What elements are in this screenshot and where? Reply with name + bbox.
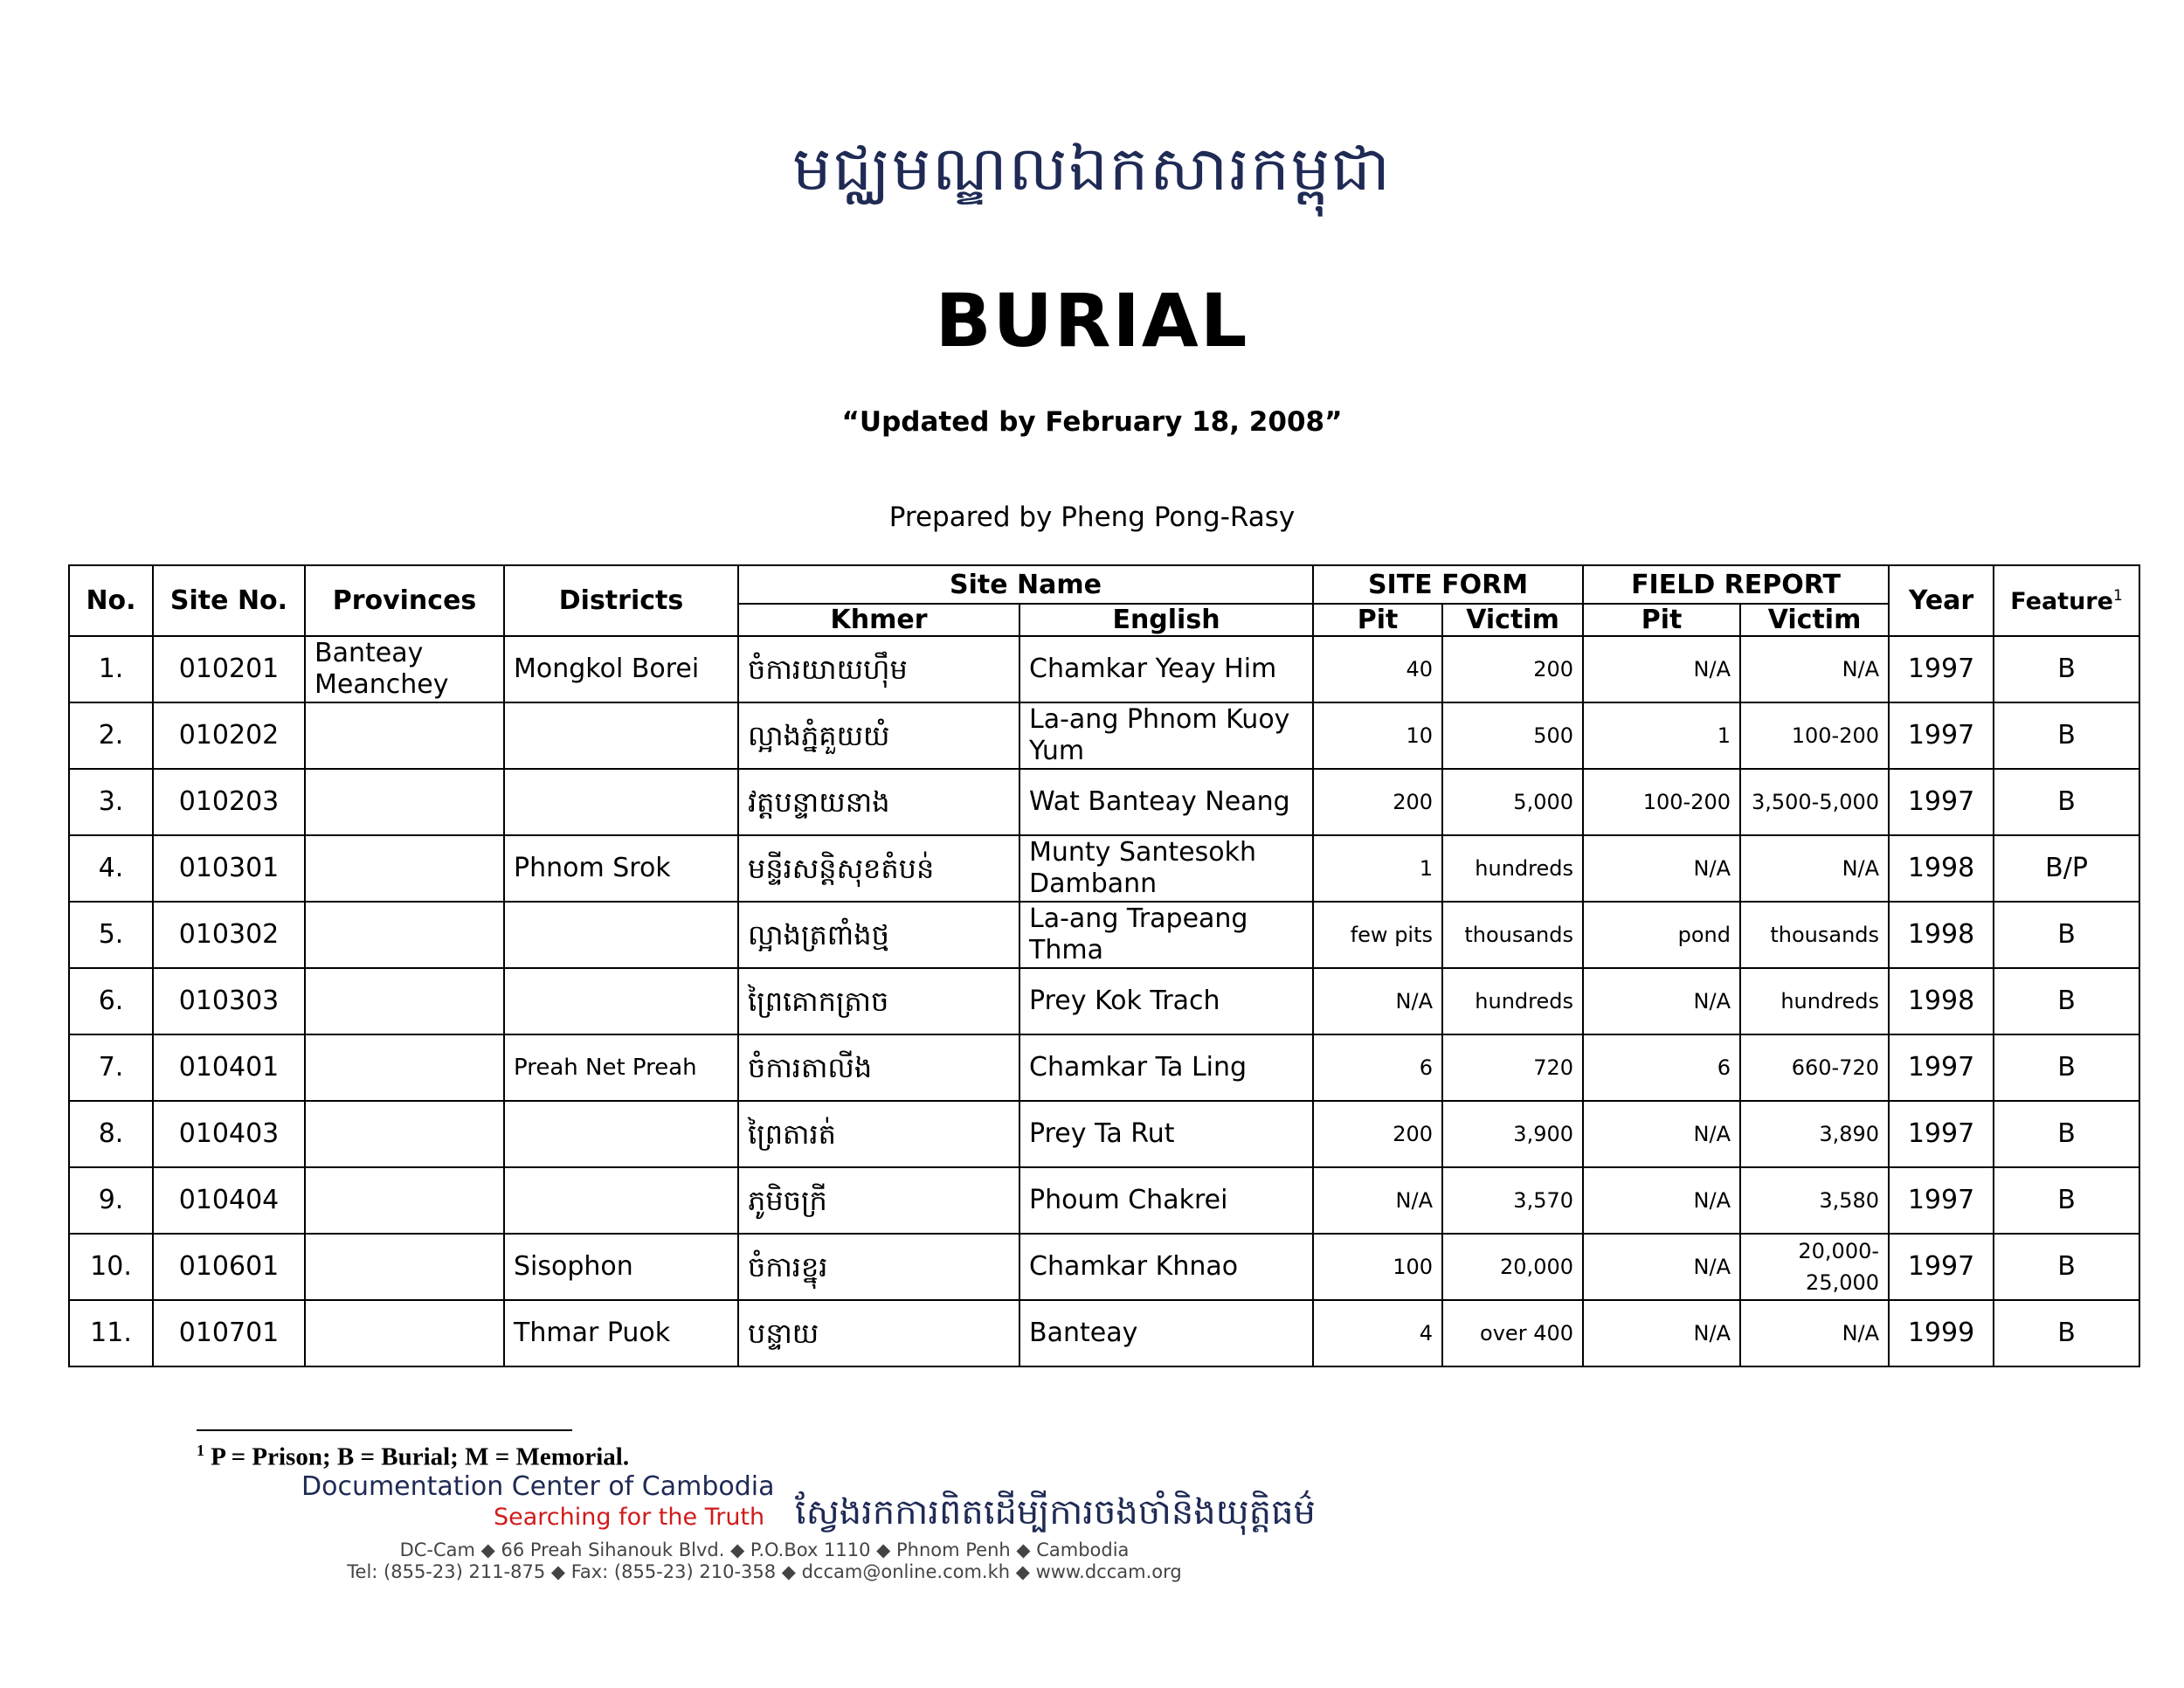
site-form-pit-cell: 4 — [1313, 1300, 1442, 1366]
khmer-site-name-cell: ចំការតាលីង — [738, 1034, 1019, 1101]
site-number-cell: 010301 — [153, 835, 305, 902]
year-cell: 1997 — [1889, 636, 1994, 702]
footnote-text: P = Prison; B = Burial; M = Memorial. — [211, 1442, 630, 1471]
col-header-sf-victim: Victim — [1442, 604, 1583, 636]
row-no-cell: 3. — [69, 769, 153, 835]
table-row — [69, 1101, 2139, 1167]
khmer-site-name-cell: វត្តបន្ទាយនាង — [738, 769, 1019, 835]
year-cell: 1998 — [1889, 835, 1994, 902]
col-header-field-report: FIELD REPORT — [1583, 565, 1889, 604]
field-report-victim-cell: N/A — [1740, 835, 1889, 902]
feature-cell: B — [1994, 769, 2139, 835]
footer-khmer-slogan: ស្វែងរកការពិតដើម្បីការចងចាំនិងយុត្តិធម៌ — [795, 1492, 1316, 1532]
khmer-site-name-cell: ល្អាងត្រពាំងថ្ម — [738, 902, 1019, 968]
burial-sites-table — [68, 564, 2140, 1367]
site-form-victim-cell: hundreds — [1442, 968, 1583, 1034]
feature-cell: B — [1994, 1234, 2139, 1300]
site-form-pit-cell: 200 — [1313, 1101, 1442, 1167]
feature-cell: B — [1994, 1167, 2139, 1234]
table-row — [69, 636, 2139, 702]
updated-date: “Updated by February 18, 2008” — [841, 406, 1343, 438]
field-report-pit-cell: N/A — [1583, 1101, 1740, 1167]
province-cell — [305, 968, 504, 1034]
english-site-name-cell: Chamkar Ta Ling — [1019, 1034, 1313, 1101]
province-cell — [305, 1101, 504, 1167]
field-report-pit-cell: N/A — [1583, 1167, 1740, 1234]
feature-cell: B — [1994, 636, 2139, 702]
field-report-victim-cell: 3,890 — [1740, 1101, 1889, 1167]
year-cell: 1997 — [1889, 1034, 1994, 1101]
col-header-year: Year — [1889, 565, 1994, 636]
table-row — [69, 769, 2139, 835]
province-cell — [305, 702, 504, 769]
field-report-pit-cell: N/A — [1583, 1300, 1740, 1366]
field-report-pit-cell: 1 — [1583, 702, 1740, 769]
field-report-victim-cell: hundreds — [1740, 968, 1889, 1034]
site-form-pit-cell: N/A — [1313, 1167, 1442, 1234]
table-row — [69, 702, 2139, 769]
district-cell: Mongkol Borei — [504, 636, 738, 702]
site-form-victim-cell: 500 — [1442, 702, 1583, 769]
english-site-name-cell: Banteay — [1019, 1300, 1313, 1366]
row-no-cell: 9. — [69, 1167, 153, 1234]
site-number-cell: 010404 — [153, 1167, 305, 1234]
khmer-org-name: មជ្ឈមណ្ឌលឯកសារកម្ពុជា — [792, 133, 1392, 204]
khmer-site-name-cell: ចំការយាយហ៊ឹម — [738, 636, 1019, 702]
district-cell: Thmar Puok — [504, 1300, 738, 1366]
site-form-victim-cell: 3,570 — [1442, 1167, 1583, 1234]
english-site-name-cell: Wat Banteay Neang — [1019, 769, 1313, 835]
field-report-victim-cell: 660-720 — [1740, 1034, 1889, 1101]
english-site-name-cell: Chamkar Yeay Him — [1019, 636, 1313, 702]
site-form-victim-cell: 720 — [1442, 1034, 1583, 1101]
col-header-feature — [1994, 565, 2139, 636]
province-cell — [305, 902, 504, 968]
khmer-site-name-cell: ភូមិចក្រី — [738, 1167, 1019, 1234]
footnote-divider — [197, 1429, 572, 1431]
col-header-site-form: SITE FORM — [1313, 565, 1583, 604]
footer-slogan: Searching for the Truth — [494, 1504, 765, 1531]
site-form-victim-cell: over 400 — [1442, 1300, 1583, 1366]
district-cell: Preah Net Preah — [504, 1034, 738, 1101]
site-number-cell: 010202 — [153, 702, 305, 769]
footer-org-name: Documentation Center of Cambodia — [301, 1471, 775, 1502]
page-title: BURIAL — [935, 278, 1249, 363]
col-header-fr-victim: Victim — [1740, 604, 1889, 636]
province-cell — [305, 835, 504, 902]
site-number-cell: 010302 — [153, 902, 305, 968]
site-number-cell: 010203 — [153, 769, 305, 835]
site-form-victim-cell: 200 — [1442, 636, 1583, 702]
field-report-victim-cell: thousands — [1740, 902, 1889, 968]
english-site-name-cell: Chamkar Khnao — [1019, 1234, 1313, 1300]
field-report-pit-cell: N/A — [1583, 636, 1740, 702]
row-no-cell: 5. — [69, 902, 153, 968]
field-report-victim-cell: N/A — [1740, 1300, 1889, 1366]
table-row — [69, 1300, 2139, 1366]
site-form-victim-cell: thousands — [1442, 902, 1583, 968]
row-no-cell: 1. — [69, 636, 153, 702]
row-no-cell: 8. — [69, 1101, 153, 1167]
row-no-cell: 2. — [69, 702, 153, 769]
khmer-site-name-cell: បន្ទាយ — [738, 1300, 1019, 1366]
district-cell: Phnom Srok — [504, 835, 738, 902]
feature-label: Feature — [2010, 587, 2113, 615]
year-cell: 1997 — [1889, 769, 1994, 835]
field-report-victim-cell: N/A — [1740, 636, 1889, 702]
province-cell: Banteay Meanchey — [305, 636, 504, 702]
row-no-cell: 4. — [69, 835, 153, 902]
feature-cell: B — [1994, 1300, 2139, 1366]
col-header-no: No. — [69, 565, 153, 636]
feature-footnote-marker: 1 — [2112, 586, 2123, 605]
year-cell: 1997 — [1889, 1101, 1994, 1167]
row-no-cell: 11. — [69, 1300, 153, 1366]
site-form-victim-cell: 3,900 — [1442, 1101, 1583, 1167]
province-cell — [305, 1167, 504, 1234]
province-cell — [305, 1300, 504, 1366]
feature-cell: B/P — [1994, 835, 2139, 902]
khmer-site-name-cell: ល្អាងភ្នំគួយយំ — [738, 702, 1019, 769]
feature-cell: B — [1994, 968, 2139, 1034]
khmer-site-name-cell: ព្រៃតារត់ — [738, 1101, 1019, 1167]
english-site-name-cell: La-ang Phnom Kuoy Yum — [1019, 702, 1313, 769]
khmer-site-name-cell: មន្ទីរសន្តិសុខតំបន់ — [738, 835, 1019, 902]
district-cell — [504, 902, 738, 968]
row-no-cell: 10. — [69, 1234, 153, 1300]
footer-address: DC-Cam ◆ 66 Preah Sihanouk Blvd. ◆ P.O.Box 1110 ◆ Phnom Penh ◆ Cambodia — [399, 1539, 1130, 1560]
table-row — [69, 902, 2139, 968]
table-row — [69, 1167, 2139, 1234]
table-row — [69, 1034, 2139, 1101]
table-header-row — [69, 565, 2139, 604]
feature-cell: B — [1994, 1034, 2139, 1101]
col-header-english: English — [1019, 604, 1313, 636]
site-form-pit-cell: 40 — [1313, 636, 1442, 702]
site-form-pit-cell: 1 — [1313, 835, 1442, 902]
district-cell — [504, 1101, 738, 1167]
col-header-districts: Districts — [504, 565, 738, 636]
field-report-pit-cell: pond — [1583, 902, 1740, 968]
field-report-victim-cell: 3,500-5,000 — [1740, 769, 1889, 835]
site-form-pit-cell: 100 — [1313, 1234, 1442, 1300]
col-header-site-name: Site Name — [738, 565, 1313, 604]
khmer-site-name-cell: ព្រៃគោកត្រាច — [738, 968, 1019, 1034]
site-form-victim-cell: 20,000 — [1442, 1234, 1583, 1300]
field-report-victim-cell: 3,580 — [1740, 1167, 1889, 1234]
field-report-pit-cell: 6 — [1583, 1034, 1740, 1101]
site-number-cell: 010701 — [153, 1300, 305, 1366]
khmer-site-name-cell: ចំការខ្នុរ — [738, 1234, 1019, 1300]
field-report-victim-cell: 100-200 — [1740, 702, 1889, 769]
col-header-khmer: Khmer — [738, 604, 1019, 636]
site-form-victim-cell: 5,000 — [1442, 769, 1583, 835]
footer-contact: Tel: (855-23) 211-875 ◆ Fax: (855-23) 210-358 ◆ dccam@online.com.kh ◆ www.dccam.org — [347, 1561, 1182, 1582]
table-row — [69, 968, 2139, 1034]
table-row — [69, 1234, 2139, 1300]
district-cell: Sisophon — [504, 1234, 738, 1300]
english-site-name-cell: Prey Kok Trach — [1019, 968, 1313, 1034]
district-cell — [504, 1167, 738, 1234]
year-cell: 1999 — [1889, 1300, 1994, 1366]
english-site-name-cell: Prey Ta Rut — [1019, 1101, 1313, 1167]
year-cell: 1998 — [1889, 902, 1994, 968]
district-cell — [504, 769, 738, 835]
row-no-cell: 7. — [69, 1034, 153, 1101]
site-form-victim-cell: hundreds — [1442, 835, 1583, 902]
site-number-cell: 010403 — [153, 1101, 305, 1167]
row-no-cell: 6. — [69, 968, 153, 1034]
district-cell — [504, 968, 738, 1034]
site-form-pit-cell: few pits — [1313, 902, 1442, 968]
province-cell — [305, 1034, 504, 1101]
english-site-name-cell: Munty Santesokh Dambann — [1019, 835, 1313, 902]
field-report-pit-cell: 100-200 — [1583, 769, 1740, 835]
site-number-cell: 010303 — [153, 968, 305, 1034]
site-form-pit-cell: 10 — [1313, 702, 1442, 769]
col-header-provinces: Provinces — [305, 565, 504, 636]
year-cell: 1998 — [1889, 968, 1994, 1034]
feature-cell: B — [1994, 1101, 2139, 1167]
province-cell — [305, 769, 504, 835]
district-cell — [504, 702, 738, 769]
col-header-sf-pit: Pit — [1313, 604, 1442, 636]
field-report-pit-cell: N/A — [1583, 1234, 1740, 1300]
field-report-victim-cell: 20,000-25,000 — [1740, 1234, 1889, 1300]
province-cell — [305, 1234, 504, 1300]
col-header-fr-pit: Pit — [1583, 604, 1740, 636]
site-number-cell: 010401 — [153, 1034, 305, 1101]
site-form-pit-cell: 200 — [1313, 769, 1442, 835]
site-number-cell: 010601 — [153, 1234, 305, 1300]
year-cell: 1997 — [1889, 702, 1994, 769]
footnote-marker: 1 — [197, 1442, 204, 1459]
site-form-pit-cell: N/A — [1313, 968, 1442, 1034]
year-cell: 1997 — [1889, 1167, 1994, 1234]
col-header-site-no: Site No. — [153, 565, 305, 636]
field-report-pit-cell: N/A — [1583, 835, 1740, 902]
year-cell: 1997 — [1889, 1234, 1994, 1300]
table-row — [69, 835, 2139, 902]
prepared-by: Prepared by Pheng Pong-Rasy — [888, 502, 1296, 533]
footnote — [197, 1442, 629, 1472]
feature-cell: B — [1994, 902, 2139, 968]
field-report-pit-cell: N/A — [1583, 968, 1740, 1034]
feature-cell: B — [1994, 702, 2139, 769]
english-site-name-cell: La-ang Trapeang Thma — [1019, 902, 1313, 968]
english-site-name-cell: Phoum Chakrei — [1019, 1167, 1313, 1234]
site-form-pit-cell: 6 — [1313, 1034, 1442, 1101]
site-number-cell: 010201 — [153, 636, 305, 702]
